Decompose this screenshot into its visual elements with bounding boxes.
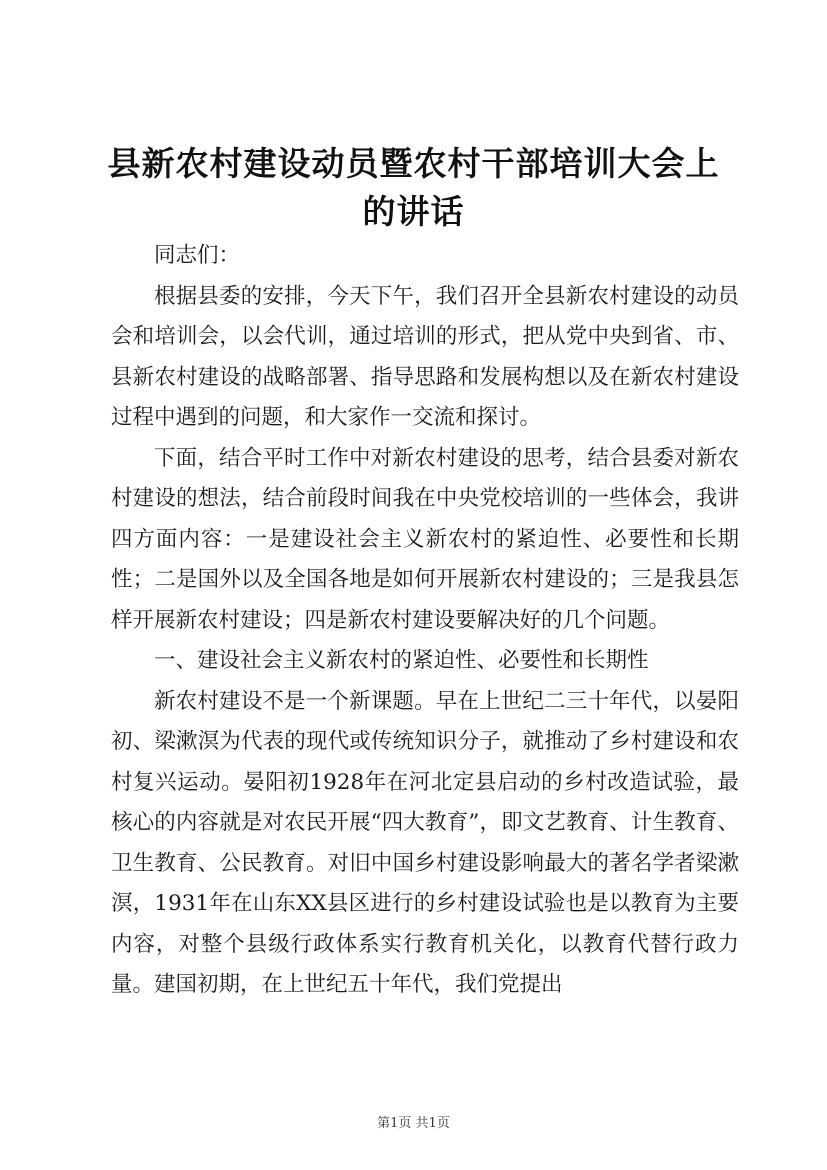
section-heading: 一、建设社会主义新农村的紧迫性、必要性和长期性 (154, 648, 649, 673)
body-paragraph: 新农村建设不是一个新课题。早在上世纪二三十年代，以晏阳初、梁漱溟为代表的现代或传统知识分子，就推动了乡村建设和农村复兴运动。晏阳初1928年在河北定县启动的乡村改造试验，最核心的内容就是对农民开展“四大教育”，即文艺教育、计生教育、卫生教育、公民教育。对旧中国乡村建设影响最大的著名学者梁漱溟，1931年在山东XX县区进行的乡村建设试验也是以教育为主要内容，对整个县级行政体系实行教育机关化，以教育代替行政力量。建国初期，在上世纪五十年代，我们党提出 (111, 688, 739, 997)
body-paragraph: 根据县委的安排，今天下午，我们召开全县新农村建设的动员会和培训会，以会代训，通过培训的形式，把从党中央到省、市、县新农村建设的战略部署、指导思路和发展构想以及在新农村建设过程中遇到的问题，和大家作一交流和探讨。 (111, 283, 739, 430)
document-title: 县新农村建设动员暨农村干部培训大会上的讲话 (107, 144, 720, 231)
body-paragraph: 下面，结合平时工作中对新农村建设的思考，结合县委对新农村建设的想法，结合前段时间我在中央党校培训的一些体会，我讲四方面内容：一是建设社会主义新农村的紧迫性、必要性和长期性；二是国外以及全国各地是如何开展新农村建设的；三是我县怎样开展新农村建设；四是新农村建设要解决好的几个问题。 (111, 445, 739, 633)
page-footer: 第1页 共1页 (377, 1116, 450, 1131)
document-body (111, 236, 739, 1006)
salutation-paragraph: 同志们： (154, 243, 241, 268)
